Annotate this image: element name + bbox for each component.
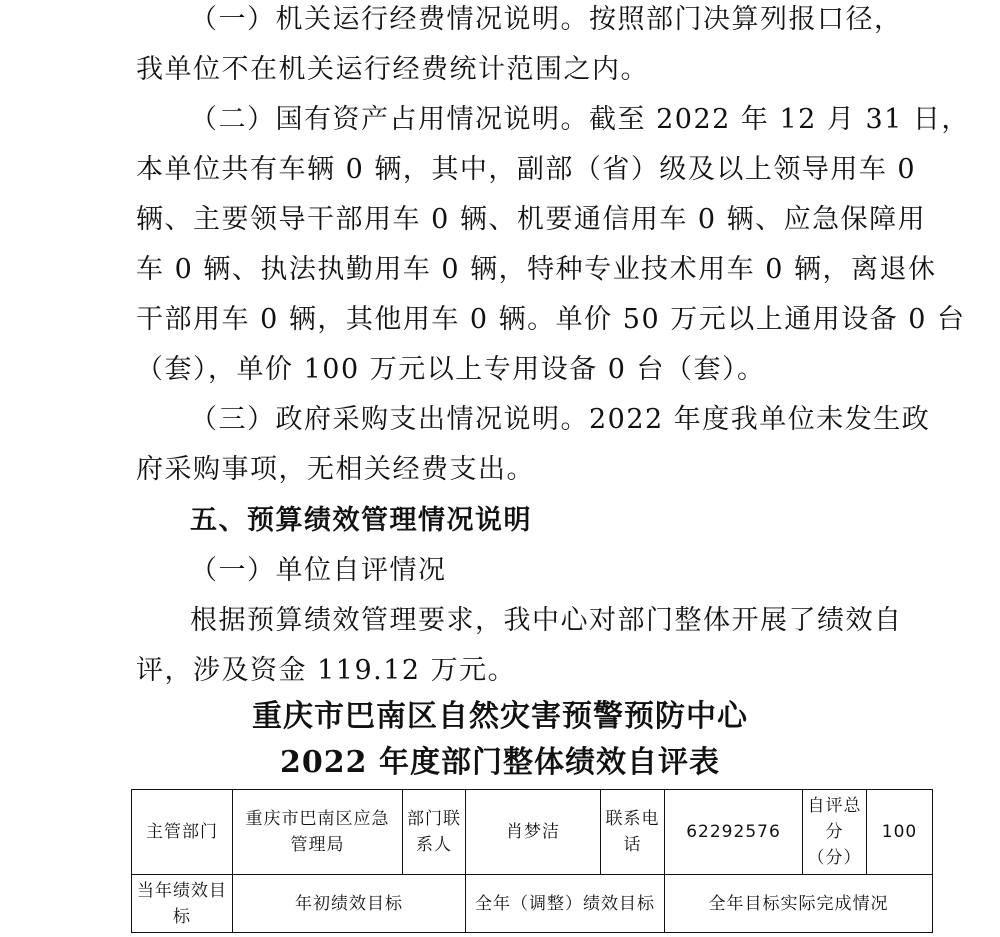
performance-evaluation-table: [131, 789, 933, 933]
table-title-line2: 2022 年度部门整体绩效自评表: [280, 745, 720, 780]
text-line: 辆、主要领导干部用车 0 辆、机要通信用车 0 辆、应急保障用: [136, 204, 927, 235]
text-line: （三）政府采购支出情况说明。2022 年度我单位未发生政: [190, 404, 931, 435]
score-value-cell: 100: [867, 790, 933, 875]
adjusted-goal-cell: 全年（调整）绩效目标: [466, 875, 665, 933]
score-label-cell: 自评总分（分）: [803, 790, 867, 875]
text-line: 评，涉及资金 119.12 万元。: [136, 655, 517, 686]
contact-label-cell: 部门联系人: [403, 790, 466, 875]
section-heading: 五、预算绩效管理情况说明: [190, 505, 532, 536]
table-row: [132, 875, 933, 933]
text-line: 我单位不在机关运行经费统计范围之内。: [136, 54, 649, 85]
text-line: 车 0 辆、执法执勤用车 0 辆，特种专业技术用车 0 辆，离退休: [136, 254, 937, 285]
phone-label-cell: 联系电话: [601, 790, 665, 875]
phone-value-cell: 62292576: [665, 790, 803, 875]
initial-goal-cell: 年初绩效目标: [233, 875, 466, 933]
subsection-heading: （一）单位自评情况: [190, 555, 447, 586]
text-line: 本单位共有车辆 0 辆，其中，副部（省）级及以上领导用车 0: [136, 154, 917, 185]
text-line: （一）机关运行经费情况说明。按照部门决算列报口径，: [190, 4, 903, 35]
text-line: （套），单价 100 万元以上专用设备 0 台（套）。: [136, 354, 766, 385]
table-row: [132, 790, 933, 875]
text-line: 根据预算绩效管理要求，我中心对部门整体开展了绩效自: [190, 605, 903, 636]
text-line: 府采购事项，无相关经费支出。: [136, 454, 535, 485]
dept-value-cell: 重庆市巴南区应急管理局: [233, 790, 403, 875]
contact-value-cell: 肖梦洁: [466, 790, 601, 875]
dept-label-cell: 主管部门: [132, 790, 233, 875]
text-line: （二）国有资产占用情况说明。截至 2022 年 12 月 31 日，: [190, 104, 970, 135]
text-line: 干部用车 0 辆，其他用车 0 辆。单价 50 万元以上通用设备 0 台: [136, 304, 966, 335]
goal-label-cell: 当年绩效目标: [132, 875, 233, 933]
table-title-line1: 重庆市巴南区自然灾害预警预防中心: [252, 699, 748, 734]
actual-completion-cell: 全年目标实际完成情况: [665, 875, 933, 933]
